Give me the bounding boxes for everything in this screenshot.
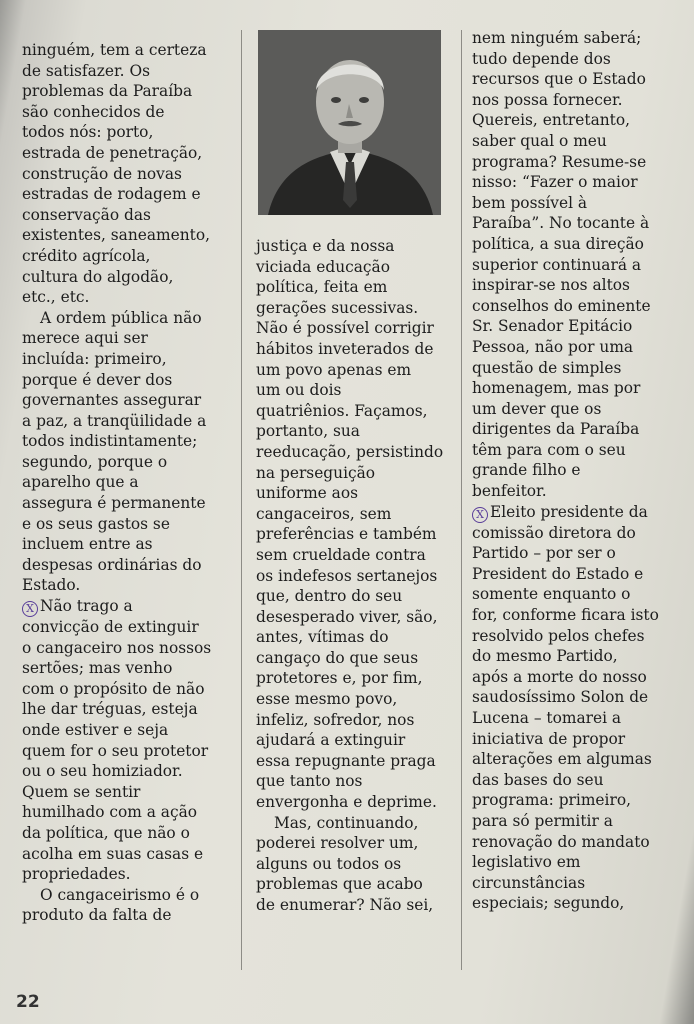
text-line bbox=[472, 729, 677, 750]
text-line bbox=[472, 481, 677, 502]
text-line bbox=[472, 564, 677, 585]
line-text: gerações sucessivas. bbox=[256, 298, 419, 317]
text-line bbox=[256, 236, 461, 257]
line-text: for, conforme ficara isto bbox=[472, 606, 659, 625]
line-text: justiça e da nossa bbox=[256, 237, 395, 255]
text-line bbox=[256, 380, 461, 401]
line-text: Quem se sentir bbox=[22, 782, 141, 801]
text-line bbox=[472, 419, 677, 440]
line-text: viciada educação bbox=[256, 257, 390, 276]
line-text: incluída: primeiro, bbox=[22, 349, 167, 368]
text-line bbox=[472, 110, 677, 131]
line-text: resolvido pelos chefes bbox=[472, 626, 645, 645]
line-text: reeducação, persistindo bbox=[256, 442, 444, 461]
line-text: cangaço do que seus bbox=[256, 648, 419, 667]
line-text: tudo depende dos bbox=[472, 49, 611, 68]
line-text: incluem entre as bbox=[22, 535, 153, 554]
line-text: Mas, continuando, bbox=[274, 813, 419, 832]
line-text: problemas que acabo bbox=[256, 875, 423, 894]
text-line bbox=[22, 205, 227, 226]
line-text: quem for o seu protetor bbox=[22, 741, 209, 760]
line-text: homenagem, mas por bbox=[472, 379, 641, 398]
line-text: Partido – por ser o bbox=[472, 544, 616, 563]
line-text: aparelho que a bbox=[22, 473, 139, 492]
text-line bbox=[256, 833, 461, 854]
line-text: um ou dois bbox=[256, 381, 342, 400]
text-line bbox=[22, 370, 227, 391]
line-text: Não trago a bbox=[40, 597, 133, 616]
column-divider bbox=[241, 30, 242, 970]
line-text: Pessoa, não por uma bbox=[472, 337, 634, 356]
text-line bbox=[472, 131, 677, 152]
text-column-1 bbox=[22, 40, 227, 926]
text-line bbox=[472, 502, 677, 523]
line-text: etc., etc. bbox=[22, 288, 90, 307]
line-text: sem crueldade contra bbox=[256, 545, 426, 564]
line-text: nos possa fornecer. bbox=[472, 90, 623, 109]
line-text: Paraíba”. No tocante à bbox=[472, 214, 650, 233]
text-line bbox=[22, 658, 227, 679]
text-line bbox=[256, 792, 461, 813]
text-line bbox=[22, 596, 227, 617]
text-line bbox=[472, 646, 677, 667]
text-line bbox=[472, 378, 677, 399]
text-line bbox=[256, 751, 461, 772]
text-line bbox=[472, 605, 677, 626]
text-line bbox=[472, 69, 677, 90]
line-text: sertões; mas venho bbox=[22, 659, 173, 678]
line-text: estrada de penetração, bbox=[22, 143, 203, 162]
text-line bbox=[22, 864, 227, 885]
text-line bbox=[472, 440, 677, 461]
circled-x-annotation-icon: X bbox=[472, 507, 488, 523]
text-line bbox=[22, 534, 227, 555]
line-text: iniciativa de propor bbox=[472, 729, 626, 748]
line-text: legislativo em bbox=[472, 853, 581, 872]
text-line bbox=[22, 267, 227, 288]
line-text: Sr. Senador Epitácio bbox=[472, 317, 633, 336]
line-text: nem ninguém saberá; bbox=[472, 29, 642, 47]
text-line bbox=[472, 234, 677, 255]
text-line bbox=[22, 308, 227, 329]
line-text: renovação do mandato bbox=[472, 832, 650, 851]
line-text: a paz, a tranqüilidade a bbox=[22, 411, 207, 430]
line-text: saber qual o meu bbox=[472, 131, 607, 150]
line-text: e os seus gastos se bbox=[22, 514, 170, 533]
line-text: construção de novas bbox=[22, 164, 182, 183]
line-text: bem possível à bbox=[472, 193, 588, 212]
text-line bbox=[22, 575, 227, 596]
text-line bbox=[22, 472, 227, 493]
text-line bbox=[22, 246, 227, 267]
text-line bbox=[22, 493, 227, 514]
text-line bbox=[22, 122, 227, 143]
circled-x-annotation-icon: X bbox=[22, 601, 38, 617]
line-text: acolha em suas casas e bbox=[22, 844, 204, 863]
text-line bbox=[22, 431, 227, 452]
text-line bbox=[256, 442, 461, 463]
line-text: somente enquanto o bbox=[472, 585, 631, 604]
line-text: uniforme aos bbox=[256, 484, 359, 503]
column-divider bbox=[461, 30, 462, 970]
line-text: todos nós: porto, bbox=[22, 123, 154, 142]
text-line bbox=[472, 152, 677, 173]
text-line bbox=[22, 514, 227, 535]
text-line bbox=[472, 213, 677, 234]
text-line bbox=[472, 893, 677, 914]
line-text: Estado. bbox=[22, 576, 81, 595]
line-text: que tanto nos bbox=[256, 772, 363, 791]
page-number: 22 bbox=[16, 992, 40, 1012]
line-text: quatriênios. Façamos, bbox=[256, 401, 428, 420]
text-line bbox=[256, 586, 461, 607]
line-text: humilhado com a ação bbox=[22, 803, 198, 822]
line-text: política, a sua direção bbox=[472, 234, 644, 253]
line-text: antes, vítimas do bbox=[256, 628, 389, 647]
line-text: da política, que não o bbox=[22, 823, 190, 842]
line-text: de enumerar? Não sei, bbox=[256, 896, 434, 914]
text-line bbox=[22, 679, 227, 700]
line-text: programa: primeiro, bbox=[472, 791, 631, 810]
portrait-illustration bbox=[258, 30, 441, 215]
line-text: preferências e também bbox=[256, 525, 437, 544]
line-text: conservação das bbox=[22, 205, 151, 224]
line-text: alterações em algumas bbox=[472, 750, 652, 769]
text-line bbox=[472, 667, 677, 688]
line-text: circunstâncias bbox=[472, 873, 586, 892]
text-line bbox=[256, 339, 461, 360]
line-text: existentes, saneamento, bbox=[22, 226, 211, 245]
line-text: nisso: “Fazer o maior bbox=[472, 173, 638, 192]
line-text: Não é possível corrigir bbox=[256, 319, 434, 338]
line-text: ninguém, tem a certeza bbox=[22, 41, 207, 59]
line-text: saudosíssimo Solon de bbox=[472, 688, 649, 707]
text-line bbox=[256, 504, 461, 525]
text-line bbox=[22, 390, 227, 411]
line-text: despesas ordinárias do bbox=[22, 555, 202, 574]
text-line bbox=[22, 699, 227, 720]
text-column-2 bbox=[256, 236, 461, 916]
text-line bbox=[256, 813, 461, 834]
line-text: um dever que os bbox=[472, 399, 602, 418]
text-line bbox=[472, 584, 677, 605]
text-line bbox=[22, 411, 227, 432]
line-text: merece aqui ser bbox=[22, 329, 148, 348]
line-text: onde estiver e seja bbox=[22, 721, 169, 739]
line-text: assegura é permanente bbox=[22, 494, 206, 513]
line-text: A ordem pública não bbox=[40, 308, 202, 327]
text-line bbox=[22, 81, 227, 102]
line-text: têm para com o seu bbox=[472, 440, 626, 459]
line-text: o cangaceiro nos nossos bbox=[22, 638, 212, 657]
line-text: problemas da Paraíba bbox=[22, 82, 193, 101]
line-text: superior continuará a bbox=[472, 255, 642, 274]
line-text: todos indistintamente; bbox=[22, 432, 198, 451]
text-line bbox=[22, 761, 227, 782]
line-text: comissão diretora do bbox=[472, 523, 636, 542]
line-text: poderei resolver um, bbox=[256, 834, 419, 853]
text-line bbox=[22, 905, 227, 926]
text-line bbox=[22, 184, 227, 205]
line-text: desesperado viver, são, bbox=[256, 607, 438, 626]
line-text: governantes assegurar bbox=[22, 391, 202, 410]
text-line bbox=[256, 854, 461, 875]
text-line bbox=[472, 399, 677, 420]
line-text: com o propósito de não bbox=[22, 679, 205, 698]
text-line bbox=[256, 360, 461, 381]
text-line bbox=[22, 555, 227, 576]
line-text: conselhos do eminente bbox=[472, 296, 651, 315]
text-line bbox=[22, 164, 227, 185]
text-line bbox=[256, 483, 461, 504]
line-text: dirigentes da Paraíba bbox=[472, 420, 640, 439]
text-line bbox=[472, 193, 677, 214]
text-line bbox=[472, 460, 677, 481]
text-line bbox=[472, 770, 677, 791]
line-text: um povo apenas em bbox=[256, 360, 412, 379]
line-text: protetores e, por fim, bbox=[256, 669, 423, 688]
text-line bbox=[472, 749, 677, 770]
line-text: ajudará a extinguir bbox=[256, 731, 406, 750]
line-text: cangaceiros, sem bbox=[256, 504, 392, 523]
text-line bbox=[472, 296, 677, 317]
line-text: porque é dever dos bbox=[22, 370, 173, 389]
line-text: President do Estado e bbox=[472, 564, 644, 583]
text-line bbox=[256, 895, 461, 916]
text-line bbox=[22, 328, 227, 349]
line-text: lhe dar tréguas, esteja bbox=[22, 700, 198, 719]
text-line bbox=[22, 741, 227, 762]
text-line bbox=[472, 708, 677, 729]
line-text: crédito agrícola, bbox=[22, 246, 151, 265]
text-line bbox=[256, 463, 461, 484]
text-line bbox=[256, 730, 461, 751]
text-line bbox=[22, 452, 227, 473]
text-line bbox=[472, 687, 677, 708]
line-text: convicção de extinguir bbox=[22, 618, 199, 637]
line-text: das bases do seu bbox=[472, 770, 604, 789]
text-line bbox=[256, 257, 461, 278]
line-text: que, dentro do seu bbox=[256, 587, 403, 606]
line-text: questão de simples bbox=[472, 358, 622, 377]
text-line bbox=[256, 648, 461, 669]
text-line bbox=[256, 566, 461, 587]
text-line bbox=[472, 543, 677, 564]
text-line bbox=[22, 885, 227, 906]
text-line bbox=[256, 545, 461, 566]
line-text: envergonha e deprime. bbox=[256, 793, 437, 812]
text-line bbox=[22, 102, 227, 123]
text-column-3 bbox=[472, 28, 677, 914]
text-line bbox=[22, 720, 227, 741]
text-line bbox=[472, 523, 677, 544]
text-line bbox=[256, 607, 461, 628]
line-text: na perseguição bbox=[256, 463, 376, 482]
text-line bbox=[256, 318, 461, 339]
text-line bbox=[256, 689, 461, 710]
text-line bbox=[472, 873, 677, 894]
text-line bbox=[22, 823, 227, 844]
text-line bbox=[472, 358, 677, 379]
text-line bbox=[256, 421, 461, 442]
line-text: hábitos inveterados de bbox=[256, 339, 434, 358]
text-line bbox=[472, 626, 677, 647]
text-line bbox=[256, 298, 461, 319]
text-line bbox=[22, 802, 227, 823]
line-text: de satisfazer. Os bbox=[22, 61, 150, 80]
line-text: alguns ou todos os bbox=[256, 854, 402, 873]
text-line bbox=[22, 349, 227, 370]
text-line bbox=[472, 90, 677, 111]
text-line bbox=[22, 61, 227, 82]
line-text: produto da falta de bbox=[22, 906, 172, 925]
line-text: estradas de rodagem e bbox=[22, 185, 201, 204]
line-text: Quereis, entretanto, bbox=[472, 111, 630, 130]
text-line bbox=[256, 524, 461, 545]
line-text: O cangaceirismo é o bbox=[40, 885, 200, 904]
line-text: do mesmo Partido, bbox=[472, 647, 618, 666]
text-line bbox=[22, 617, 227, 638]
line-text: programa? Resume-se bbox=[472, 152, 647, 171]
line-text: após a morte do nosso bbox=[472, 667, 647, 686]
line-text: segundo, porque o bbox=[22, 452, 168, 471]
line-text: os indefesos sertanejos bbox=[256, 566, 438, 585]
line-text: cultura do algodão, bbox=[22, 267, 174, 286]
text-line bbox=[22, 638, 227, 659]
text-line bbox=[472, 832, 677, 853]
line-text: são conhecidos de bbox=[22, 102, 165, 121]
text-line bbox=[472, 790, 677, 811]
line-text: Eleito presidente da bbox=[490, 502, 648, 521]
line-text: para só permitir a bbox=[472, 811, 613, 830]
text-line bbox=[256, 401, 461, 422]
line-text: portanto, sua bbox=[256, 422, 360, 441]
line-text: propriedades. bbox=[22, 865, 131, 884]
text-line bbox=[22, 40, 227, 61]
line-text: infeliz, sofredor, nos bbox=[256, 710, 415, 729]
text-line bbox=[256, 874, 461, 895]
text-line bbox=[472, 275, 677, 296]
text-line bbox=[256, 668, 461, 689]
line-text: inspirar-se nos altos bbox=[472, 276, 630, 295]
text-line bbox=[22, 143, 227, 164]
text-line bbox=[472, 172, 677, 193]
text-line bbox=[22, 844, 227, 865]
text-line bbox=[256, 710, 461, 731]
text-line bbox=[472, 852, 677, 873]
line-text: ou o seu homiziador. bbox=[22, 762, 183, 781]
line-text: recursos que o Estado bbox=[472, 70, 646, 89]
line-text: essa repugnante praga bbox=[256, 751, 436, 770]
text-line bbox=[472, 316, 677, 337]
text-line bbox=[472, 337, 677, 358]
text-line bbox=[22, 287, 227, 308]
text-line bbox=[256, 627, 461, 648]
line-text: benfeitor. bbox=[472, 482, 547, 501]
portrait-photo bbox=[258, 30, 441, 215]
text-line bbox=[256, 771, 461, 792]
text-line bbox=[472, 255, 677, 276]
line-text: grande filho e bbox=[472, 461, 581, 480]
text-line bbox=[472, 49, 677, 70]
text-line bbox=[472, 28, 677, 49]
text-line bbox=[22, 782, 227, 803]
text-line bbox=[472, 811, 677, 832]
line-text: esse mesmo povo, bbox=[256, 690, 398, 709]
line-text: política, feita em bbox=[256, 278, 388, 297]
text-line bbox=[256, 277, 461, 298]
line-text: especiais; segundo, bbox=[472, 894, 625, 913]
text-line bbox=[22, 225, 227, 246]
line-text: Lucena – tomarei a bbox=[472, 709, 622, 727]
